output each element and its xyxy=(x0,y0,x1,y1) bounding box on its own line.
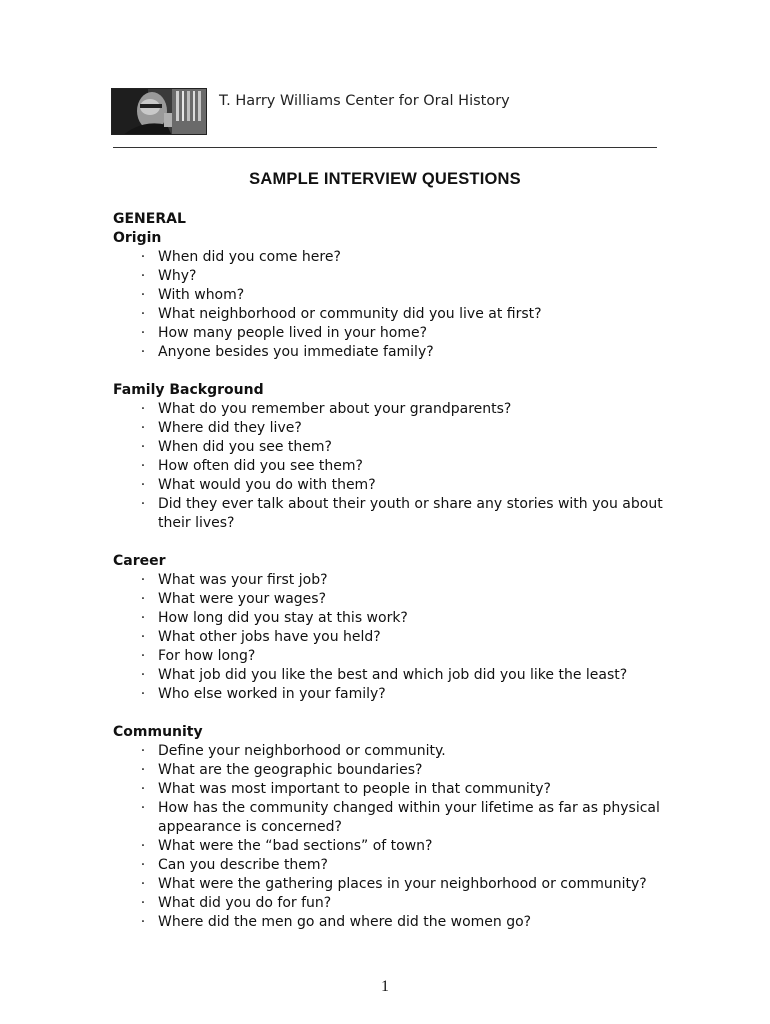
question-item xyxy=(113,343,673,362)
question-item xyxy=(113,628,673,647)
bullet-icon: · xyxy=(140,249,146,265)
section-title: Community xyxy=(113,724,203,740)
bullet-icon: · xyxy=(140,648,146,664)
question-item xyxy=(113,400,673,419)
section-family-background xyxy=(113,381,673,533)
bullet-icon: · xyxy=(140,762,146,778)
question-text: What did you do for fun? xyxy=(158,895,332,911)
question-text: What job did you like the best and which job did you like the least? xyxy=(158,667,628,683)
question-text: How has the community changed within your lifetime as far as physical appearance is concerned? xyxy=(158,800,660,835)
category-heading: GENERAL xyxy=(113,211,186,227)
bullet-icon: · xyxy=(140,439,146,455)
question-item xyxy=(113,324,673,343)
question-item xyxy=(113,799,673,837)
bullet-icon: · xyxy=(140,667,146,683)
bullet-icon: · xyxy=(140,857,146,873)
bullet-icon: · xyxy=(140,610,146,626)
bullet-icon: · xyxy=(140,458,146,474)
question-list xyxy=(113,742,673,932)
page-title: SAMPLE INTERVIEW QUESTIONS xyxy=(249,170,521,188)
question-item xyxy=(113,438,673,457)
section-title: Family Background xyxy=(113,382,264,398)
bullet-icon: · xyxy=(140,496,146,512)
question-list xyxy=(113,571,673,704)
question-item xyxy=(113,837,673,856)
bullet-icon: · xyxy=(140,800,146,816)
question-list xyxy=(113,400,673,533)
question-item xyxy=(113,761,673,780)
bullet-icon: · xyxy=(140,686,146,702)
question-text: What do you remember about your grandparents? xyxy=(158,401,512,417)
question-item xyxy=(113,476,673,495)
question-text: Anyone besides you immediate family? xyxy=(158,344,434,360)
question-item xyxy=(113,875,673,894)
question-item xyxy=(113,495,673,533)
question-text: How many people lived in your home? xyxy=(158,325,428,341)
question-list xyxy=(113,248,673,362)
question-text: With whom? xyxy=(158,287,245,303)
section-title: Career xyxy=(113,553,166,569)
question-item xyxy=(113,267,673,286)
bullet-icon: · xyxy=(140,306,146,322)
question-item xyxy=(113,571,673,590)
question-text: How often did you see them? xyxy=(158,458,363,474)
question-text: When did you see them? xyxy=(158,439,332,455)
question-text: What was your first job? xyxy=(158,572,328,588)
bullet-icon: · xyxy=(140,401,146,417)
question-text: When did you come here? xyxy=(158,249,341,265)
question-text: What other jobs have you held? xyxy=(158,629,381,645)
question-text: Can you describe them? xyxy=(158,857,328,873)
bullet-icon: · xyxy=(140,268,146,284)
question-text: What were the “bad sections” of town? xyxy=(158,838,433,854)
page-number: 1 xyxy=(381,978,389,995)
question-item xyxy=(113,286,673,305)
question-text: Who else worked in your family? xyxy=(158,686,386,702)
question-text: What are the geographic boundaries? xyxy=(158,762,423,778)
question-item xyxy=(113,590,673,609)
question-text: Define your neighborhood or community. xyxy=(158,743,446,759)
bullet-icon: · xyxy=(140,629,146,645)
bullet-icon: · xyxy=(140,287,146,303)
question-item xyxy=(113,647,673,666)
question-text: What neighborhood or community did you live at first? xyxy=(158,306,542,322)
question-text: How long did you stay at this work? xyxy=(158,610,408,626)
bullet-icon: · xyxy=(140,876,146,892)
org-name: T. Harry Williams Center for Oral History xyxy=(219,93,510,109)
question-text: What was most important to people in that community? xyxy=(158,781,551,797)
question-item xyxy=(113,913,673,932)
bullet-icon: · xyxy=(140,838,146,854)
question-text: For how long? xyxy=(158,648,256,664)
question-item xyxy=(113,666,673,685)
question-text: Why? xyxy=(158,268,197,284)
question-text: Where did they live? xyxy=(158,420,302,436)
question-item xyxy=(113,609,673,628)
section-title: Origin xyxy=(113,230,162,246)
question-item xyxy=(113,894,673,913)
question-text: What were your wages? xyxy=(158,591,326,607)
bullet-icon: · xyxy=(140,420,146,436)
sections-container xyxy=(113,229,673,932)
bullet-icon: · xyxy=(140,344,146,360)
question-text: What would you do with them? xyxy=(158,477,376,493)
header-photo xyxy=(111,88,207,135)
question-text: Where did the men go and where did the women go? xyxy=(158,914,532,930)
question-item xyxy=(113,742,673,761)
question-item xyxy=(113,780,673,799)
question-item xyxy=(113,248,673,267)
bullet-icon: · xyxy=(140,781,146,797)
question-item xyxy=(113,685,673,704)
bullet-icon: · xyxy=(140,477,146,493)
bullet-icon: · xyxy=(140,914,146,930)
question-text: Did they ever talk about their youth or share any stories with you about their lives? xyxy=(158,496,663,531)
question-item xyxy=(113,419,673,438)
section-origin xyxy=(113,229,673,362)
question-text: What were the gathering places in your neighborhood or community? xyxy=(158,876,647,892)
bullet-icon: · xyxy=(140,743,146,759)
question-item xyxy=(113,305,673,324)
question-item xyxy=(113,856,673,875)
bullet-icon: · xyxy=(140,325,146,341)
section-career xyxy=(113,552,673,704)
bullet-icon: · xyxy=(140,895,146,911)
header-divider xyxy=(113,147,657,148)
question-item xyxy=(113,457,673,476)
bullet-icon: · xyxy=(140,591,146,607)
section-community xyxy=(113,723,673,932)
bullet-icon: · xyxy=(140,572,146,588)
question-content xyxy=(113,210,673,951)
